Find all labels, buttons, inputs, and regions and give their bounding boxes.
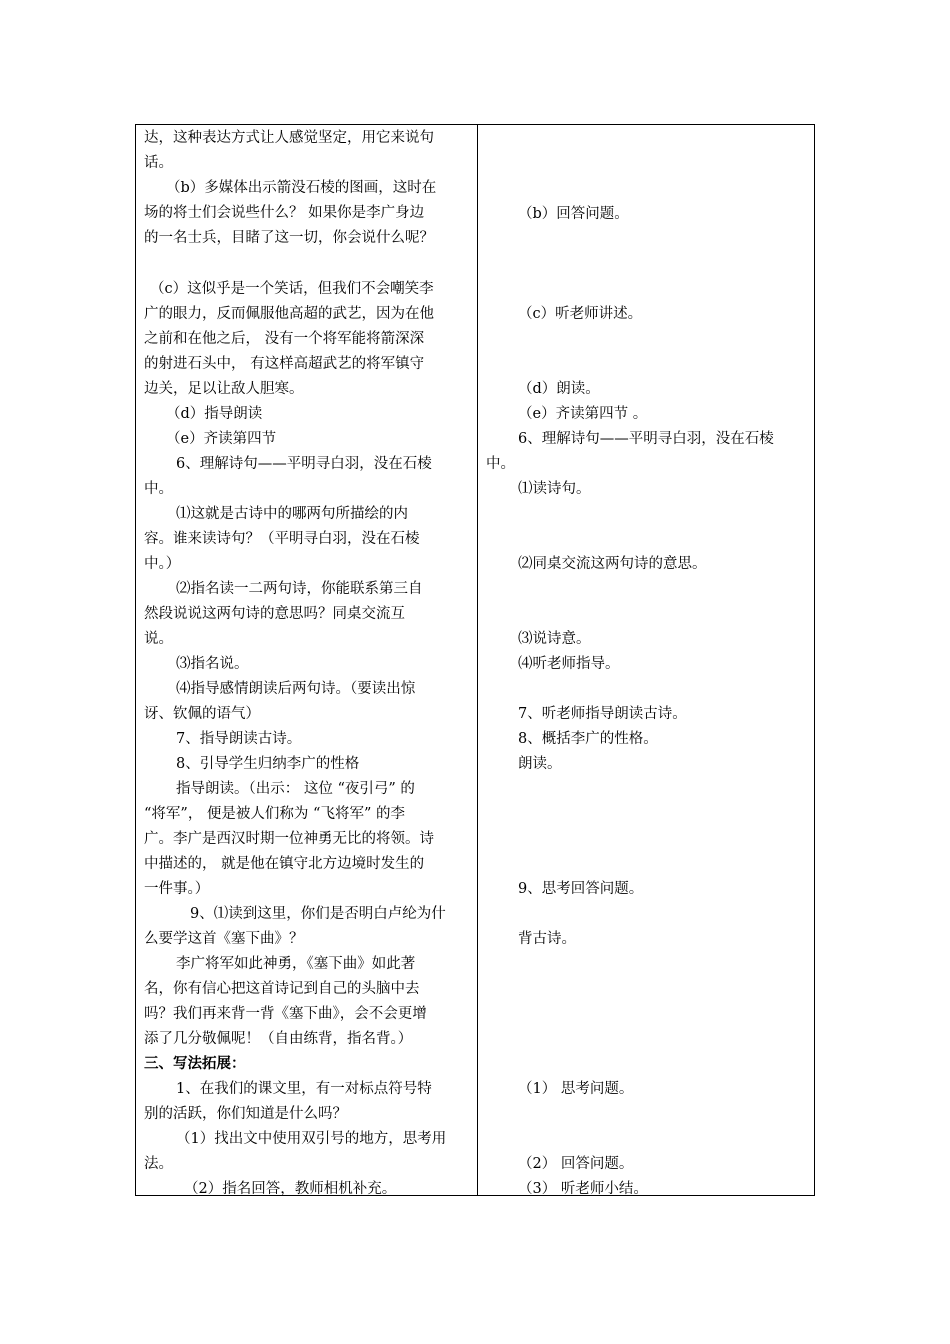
left-line: 添了几分敬佩呢！（自由练背，指名背。） xyxy=(144,1031,413,1047)
left-line: 容。谁来读诗句？（平明寻白羽，没在石棱 xyxy=(144,531,420,547)
left-line: 法。 xyxy=(144,1156,173,1172)
right-line: （e）齐读第四节 。 xyxy=(518,406,648,422)
left-line: ⑶指名说。 xyxy=(176,656,249,672)
left-line: 之前和在他之后， 没有一个将军能将箭深深 xyxy=(144,331,425,347)
right-line: 6、理解诗句——平明寻白羽，没在石棱 xyxy=(518,431,774,447)
left-line: 一件事。） xyxy=(144,881,210,897)
left-line: 中。） xyxy=(144,556,181,572)
right-line: （1） 思考问题。 xyxy=(518,1081,634,1097)
left-line: 广的眼力，反而佩服他高超的武艺，因为在他 xyxy=(144,306,434,322)
left-line: 么要学这首《塞下曲》？ xyxy=(144,931,304,947)
left-line: 讶、钦佩的语气） xyxy=(144,706,260,722)
left-line: 7、指导朗读古诗。 xyxy=(176,731,302,747)
left-line: （2）指名回答，教师相机补充。 xyxy=(184,1181,397,1197)
left-line: 的一名士兵，目睹了这一切，你会说什么呢？ xyxy=(144,230,434,246)
left-line: 话。 xyxy=(144,155,173,171)
right-line: （2） 回答问题。 xyxy=(518,1156,634,1172)
left-line: 1、在我们的课文里，有一对标点符号特 xyxy=(176,1081,432,1097)
left-line: （e）齐读第四节 xyxy=(166,431,277,447)
left-line: 的射进石头中， 有这样高超武艺的将军镇守 xyxy=(144,356,425,372)
left-line: “将军”， 便是被人们称为 “飞将军” 的李 xyxy=(144,806,405,822)
column-divider xyxy=(477,125,478,1195)
right-line: （b）回答问题。 xyxy=(518,206,629,222)
left-line: 吗？我们再来背一背《塞下曲》，会不会更增 xyxy=(144,1006,427,1022)
left-line: （c）这似乎是一个笑话，但我们不会嘲笑李 xyxy=(150,281,434,297)
right-line: 朗读。 xyxy=(518,756,562,772)
left-line: （d）指导朗读 xyxy=(166,406,263,422)
left-line: 李广将军如此神勇，《塞下曲》如此著 xyxy=(176,956,416,972)
lesson-table xyxy=(135,124,815,1196)
left-line: 中描述的， 就是他在镇守北方边境时发生的 xyxy=(144,856,425,872)
right-line: 8、概括李广的性格。 xyxy=(518,731,658,747)
left-line: 名，你有信心把这首诗记到自己的头脑中去 xyxy=(144,981,420,997)
left-line: 别的活跃，你们知道是什么吗？ xyxy=(144,1106,347,1122)
right-line: （c）听老师讲述。 xyxy=(518,306,643,322)
left-line: （b）多媒体出示箭没石棱的图画，这时在 xyxy=(166,180,437,196)
left-line: 达，这种表达方式让人感觉坚定，用它来说句 xyxy=(144,130,434,146)
right-line: （d）朗读。 xyxy=(518,381,600,397)
left-line: 然段说说这两句诗的意思吗？同桌交流互 xyxy=(144,606,405,622)
left-line: （1）找出文中使用双引号的地方，思考用 xyxy=(176,1131,447,1147)
right-line: 7、听老师指导朗读古诗。 xyxy=(518,706,687,722)
left-line: 8、引导学生归纳李广的性格 xyxy=(176,756,360,772)
left-line: 广。李广是西汉时期一位神勇无比的将领。诗 xyxy=(144,831,434,847)
right-line: ⑷听老师指导。 xyxy=(518,656,620,672)
left-line: 9、⑴读到这里，你们是否明白卢纶为什 xyxy=(190,906,446,922)
right-line: ⑶说诗意。 xyxy=(518,631,591,647)
left-line: 边关，足以让敌人胆寒。 xyxy=(144,381,304,397)
left-line: 6、理解诗句——平明寻白羽，没在石棱 xyxy=(176,456,432,472)
left-line: 说。 xyxy=(144,631,173,647)
right-line: （3） 听老师小结。 xyxy=(518,1181,648,1197)
right-line: 中。 xyxy=(486,456,515,472)
left-line: 三、写法拓展： xyxy=(144,1055,246,1072)
left-line: 中。 xyxy=(144,481,173,497)
left-line: ⑵指名读一二两句诗，你能联系第三自 xyxy=(176,581,423,597)
right-line: 9、思考回答问题。 xyxy=(518,881,644,897)
left-line: 指导朗读。（出示： 这位 “夜引弓” 的 xyxy=(176,781,415,797)
left-line: ⑴这就是古诗中的哪两句所描绘的内 xyxy=(176,506,408,522)
left-line: 场的将士们会说些什么？ 如果你是李广身边 xyxy=(144,205,425,221)
left-line: ⑷指导感情朗读后两句诗。（要读出惊 xyxy=(176,681,416,697)
right-line: ⑵同桌交流这两句诗的意思。 xyxy=(518,556,707,572)
right-line: 背古诗。 xyxy=(518,931,576,947)
right-line: ⑴读诗句。 xyxy=(518,481,591,497)
